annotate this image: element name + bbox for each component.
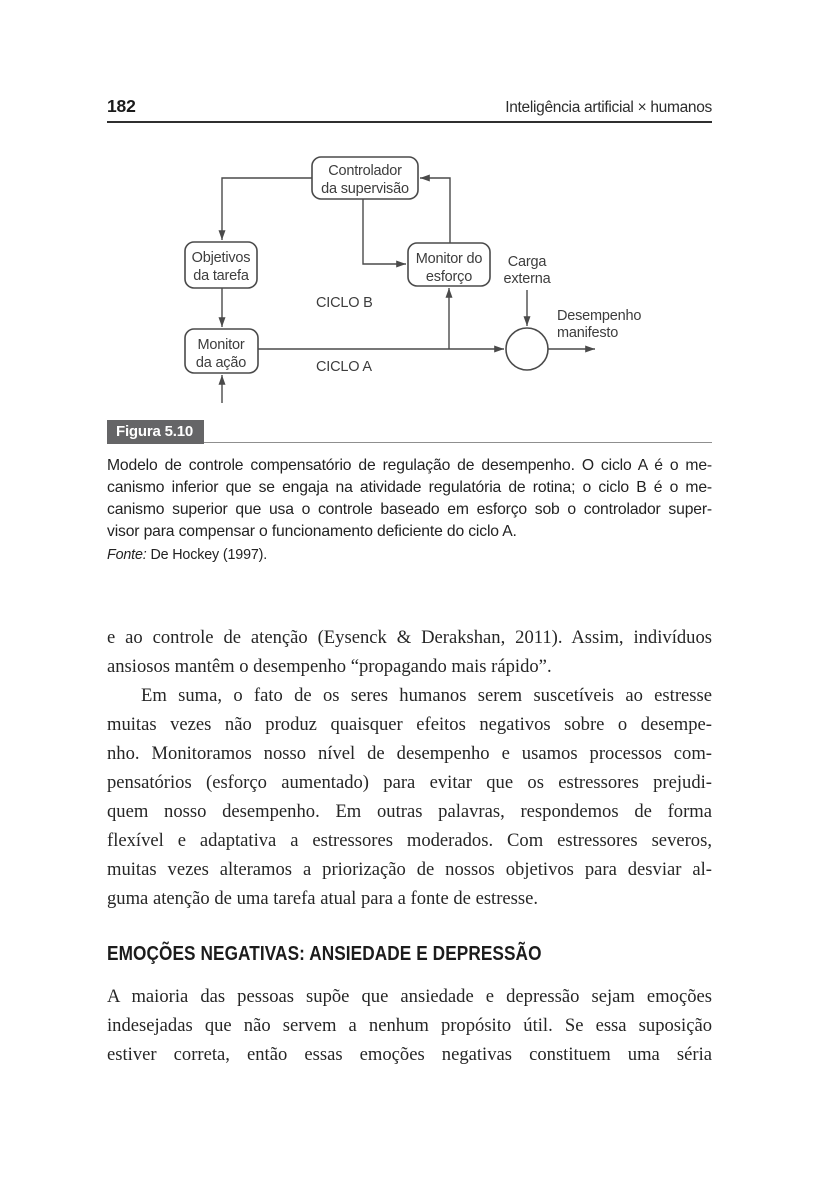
paragraph — [107, 681, 712, 913]
text-line: A maioria das pessoas supõe que ansiedade e depressão sejam emoções — [107, 986, 712, 1007]
node-monitor-acao-label-line1: Monitor — [197, 337, 245, 353]
text-line: muitas vezes alteramos a priorização de nossos objetivos para desviar al- — [107, 859, 712, 880]
paragraph — [107, 982, 712, 1069]
figure-label-row — [107, 420, 712, 444]
node-objetivos-label-line2: da tarefa — [193, 268, 249, 284]
text-line: Modelo de controle compensatório de regulação de desempenho. O ciclo A é o me- — [107, 457, 712, 474]
text-line: e ao controle de atenção (Eysenck & Derakshan, 2011). Assim, indivíduos — [107, 627, 712, 648]
header-rule — [107, 121, 712, 123]
text-line: flexível e adaptativa a estressores moderados. Com estressores severos, — [107, 830, 712, 851]
node-objetivos-label-line1: Objetivos — [191, 250, 251, 266]
text-line: canismo superior que usa o controle baseado em esforço sob o controlador super- — [107, 501, 712, 518]
node-controlador-label-line1: Controlador — [328, 163, 402, 179]
label-ciclo-a: CICLO A — [316, 359, 372, 375]
text-line: Em suma, o fato de os seres humanos serem suscetíveis ao estresse — [141, 685, 712, 706]
figure-source-text: De Hockey (1997). — [146, 547, 268, 563]
text-line: visor para compensar o funcionamento deficiente do ciclo A. — [107, 523, 517, 540]
paragraph — [107, 623, 712, 681]
figure-source — [107, 547, 712, 563]
figure-source-label: Fonte: — [107, 547, 147, 563]
edge-controlador-to-objetivos — [222, 178, 312, 240]
text-line: indesejadas que não servem a nenhum propósito útil. Se essa suposição — [107, 1015, 712, 1036]
text-line: ansiosos mantêm o desempenho “propagando mais rápido”. — [107, 656, 552, 677]
running-title: Inteligência artificial × humanos — [505, 99, 712, 116]
figure-rule — [204, 442, 712, 443]
figure-badge: Figura 5.10 — [107, 420, 204, 444]
figure-5-10-diagram — [0, 140, 814, 412]
body-text — [107, 623, 712, 1069]
figure-block — [107, 420, 712, 563]
text-line: canismo inferior que se engaja na atividade regulatória de rotina; o ciclo B é o me- — [107, 479, 712, 496]
label-desempenho-line2: manifesto — [557, 325, 619, 341]
node-sum-junction — [506, 328, 548, 370]
text-line: estiver correta, então essas emoções negativas constituem uma séria — [107, 1044, 712, 1065]
node-monitor-acao-label-line2: da ação — [195, 355, 247, 371]
text-line: guma atenção de uma tarefa atual para a fonte de estresse. — [107, 888, 539, 909]
label-carga-externa-line1: Carga — [507, 254, 547, 270]
text-line: quem nosso desempenho. Em outras palavras, respondemos de forma — [107, 801, 712, 822]
figure-caption — [107, 455, 712, 543]
text-line: nho. Monitoramos nosso nível de desempenho e usamos processos com- — [107, 743, 712, 764]
node-controlador-label-line2: da supervisão — [321, 181, 409, 197]
label-desempenho-line1: Desempenho — [557, 308, 642, 324]
page-header — [107, 96, 712, 117]
text-line: muitas vezes não produz quaisquer efeitos negativos sobre o desempe- — [107, 714, 712, 735]
node-monitor-esforco-label-line2: esforço — [425, 269, 473, 285]
label-ciclo-b: CICLO B — [316, 295, 373, 311]
text-line: pensatórios (esforço aumentado) para evitar que os estressores prejudi- — [107, 772, 712, 793]
label-carga-externa-line2: externa — [503, 271, 551, 287]
edge-monitor-esforco-to-controlador — [420, 178, 450, 243]
edge-controlador-to-monitor-esforco — [363, 199, 406, 264]
section-heading: EMOÇÕES NEGATIVAS: ANSIEDADE E DEPRESSÃO — [107, 942, 542, 965]
page-number: 182 — [107, 96, 136, 116]
node-monitor-esforco-label-line1: Monitor do — [415, 251, 483, 267]
